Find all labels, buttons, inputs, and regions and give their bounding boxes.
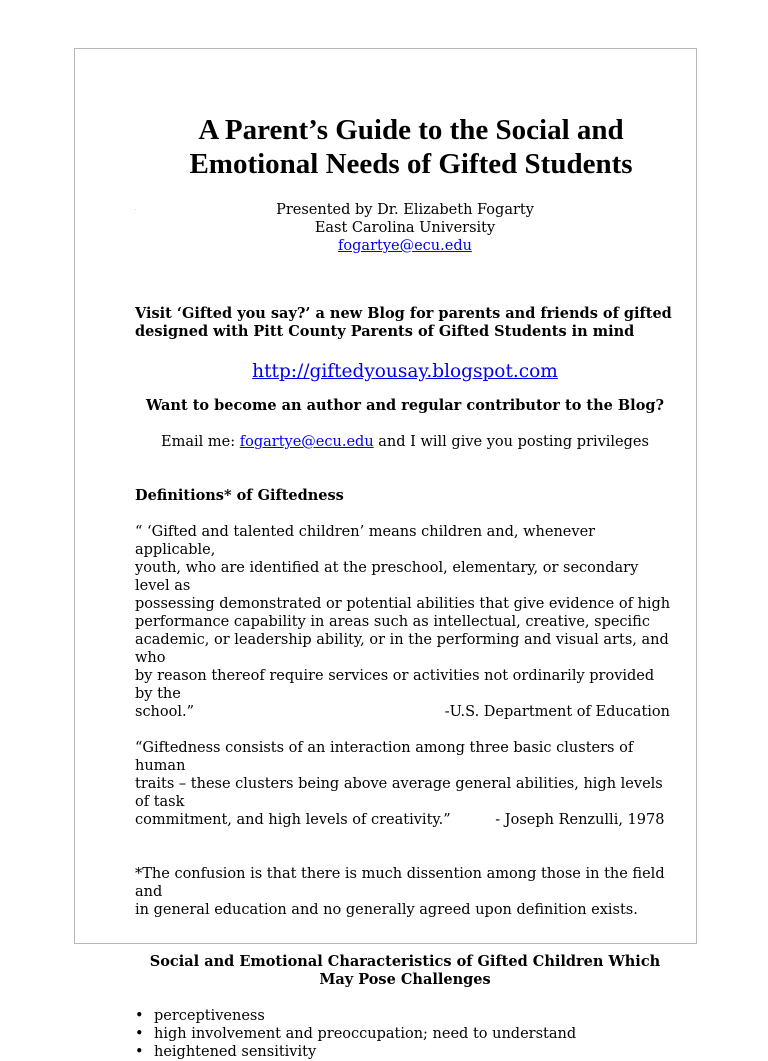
list-item [135,1043,675,1061]
definitions-footnote [135,865,675,919]
list-item-text: heightened sensitivity [154,1044,317,1060]
definition-quote-renzulli [135,739,675,829]
social-heading-line-2: May Pose Challenges [319,971,491,988]
contributor-question: Want to become an author and regular contributor to the Blog? [145,397,664,414]
bullet-icon: • [135,1026,144,1042]
quote-line: possessing demonstrated or potential abilities that give evidence of high [135,596,671,612]
blog-url-link[interactable]: http://giftedyousay.blogspot.com [252,361,558,382]
quote-line: youth, who are identified at the preschool, elementary, or secondary level as [135,560,639,594]
presenter-email-link[interactable]: fogartye@ecu.edu [338,238,472,254]
quote-line: traits – these clusters being above average general abilities, high levels of task [135,776,663,810]
blog-email-link[interactable]: fogartye@ecu.edu [239,434,374,450]
quote-source: - Joseph Renzulli, 1978 [495,812,665,828]
email-suffix: and I will give you posting privileges [373,434,649,450]
quote-line: “Giftedness consists of an interaction among three basic clusters of human [135,740,634,774]
list-item [135,1007,675,1025]
presenter-block [135,201,675,255]
blog-intro-line-2: designed with Pitt County Parents of Gifted Students in mind [135,323,635,340]
social-heading-line-1: Social and Emotional Characteristics of Gifted Children Which [149,953,661,970]
page-content [135,49,675,1061]
list-item-text: perceptiveness [154,1008,265,1024]
quote-source: -U.S. Department of Education [444,704,670,720]
characteristics-list [135,1007,675,1061]
social-emotional-heading [135,953,675,989]
email-instructions [135,433,675,451]
footnote-line-1: *The confusion is that there is much dissention among those in the field and [135,866,665,900]
list-item-text: high involvement and preoccupation; need to understand [154,1026,577,1042]
stray-mark: . [135,206,137,212]
quote-last-text: school.” [135,704,195,720]
bullet-icon: • [135,1044,144,1060]
title-line-2: Emotional Needs of Gifted Students [189,148,633,180]
quote-line: performance capability in areas such as intellectual, creative, specific [135,614,650,630]
quote-last-line [135,811,675,829]
blog-intro [135,305,675,341]
quote-line: “ ‘Gifted and talented children’ means children and, whenever applicable, [135,524,596,558]
quote-last-text: commitment, and high levels of creativity.” [135,812,451,828]
document-page [74,48,697,1060]
presenter-affiliation: East Carolina University [314,220,496,236]
list-item [135,1025,675,1043]
presenter-name: Presented by Dr. Elizabeth Fogarty [276,202,534,218]
quote-line: by reason thereof require services or activities not ordinarily provided by the [135,668,655,702]
title-line-1: A Parent’s Guide to the Social and [198,114,624,146]
footnote-line-2: in general education and no generally agreed upon definition exists. [135,902,638,918]
definitions-heading: Definitions* of Giftedness [135,487,344,504]
page-title [131,113,691,181]
quote-line: academic, or leadership ability, or in the performing and visual arts, and who [135,632,669,666]
blog-intro-line-1: Visit ‘Gifted you say?’ a new Blog for parents and friends of gifted [135,305,672,322]
definition-quote-usdoe [135,523,675,721]
email-prefix: Email me: [161,434,240,450]
quote-last-line [135,703,675,721]
bullet-icon: • [135,1008,144,1024]
